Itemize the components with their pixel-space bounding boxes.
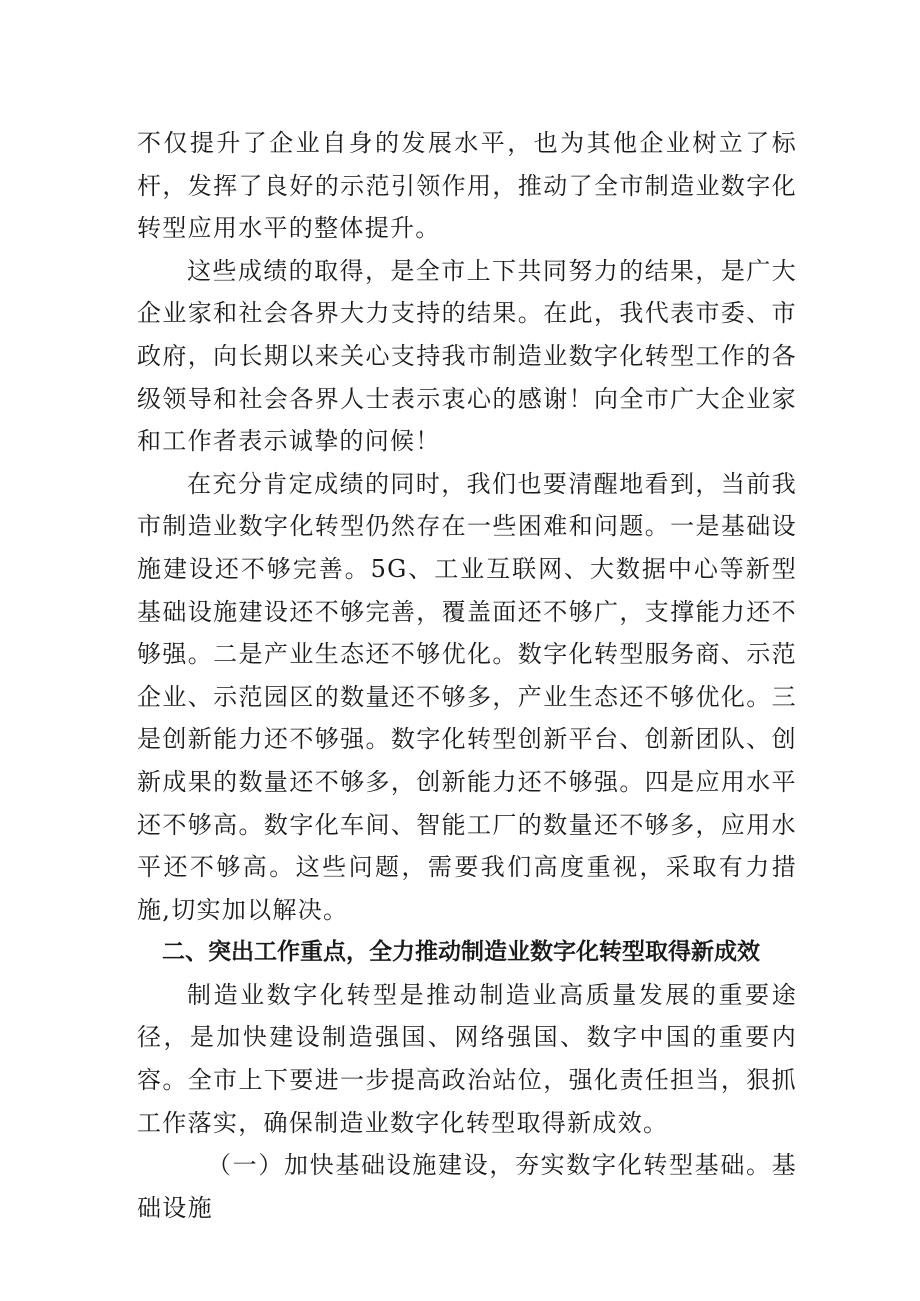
document-body bbox=[137, 122, 797, 1229]
paragraph-problems: 在充分肯定成绩的同时，我们也要清醒地看到，当前我市制造业数字化转型仍然存在一些困难和问题。一是基础设施建设还不够完善。5G、工业互联网、大数据中心等新型基础设施建设还不够完善，覆盖面还不够广，支撑能力还不够强。二是产业生态还不够优化。数字化转型服务商、示范企业、示范园区的数量还不够多，产业生态还不够优化。三是创新能力还不够强。数字化转型创新平台、创新团队、创新成果的数量还不够多，创新能力还不够强。四是应用水平还不够高。数字化车间、智能工厂的数量还不够多，应用水平还不够高。这些问题，需要我们高度重视，采取有力措施,切实加以解决。 bbox=[137, 469, 797, 924]
paragraph-continuation: 不仅提升了企业自身的发展水平，也为其他企业树立了标杆，发挥了良好的示范引领作用，推动了全市制造业数字化转型应用水平的整体提升。 bbox=[137, 129, 797, 243]
section-heading: 二、突出工作重点，全力推动制造业数字化转型取得新成效 bbox=[162, 939, 760, 966]
paragraph-section-intro: 制造业数字化转型是推动制造业高质量发展的重要途径，是加快建设制造强国、网络强国、数字中国的重要内容。全市上下要进一步提高政治站位，强化责任担当，狠抓工作落实，确保制造业数字化转型取得新成效。 bbox=[137, 980, 797, 1137]
paragraph-acknowledgement: 这些成绩的取得，是全市上下共同努力的结果，是广大企业家和社会各界大力支持的结果。在此，我代表市委、市政府，向长期以来关心支持我市制造业数字化转型工作的各级领导和社会各界人士表示衷心的感谢！向全市广大企业家和工作者表示诚挚的问候！ bbox=[137, 256, 797, 456]
sub-item-infrastructure: （一）加快基础设施建设，夯实数字化转型基础。基础设施 bbox=[137, 1151, 797, 1222]
